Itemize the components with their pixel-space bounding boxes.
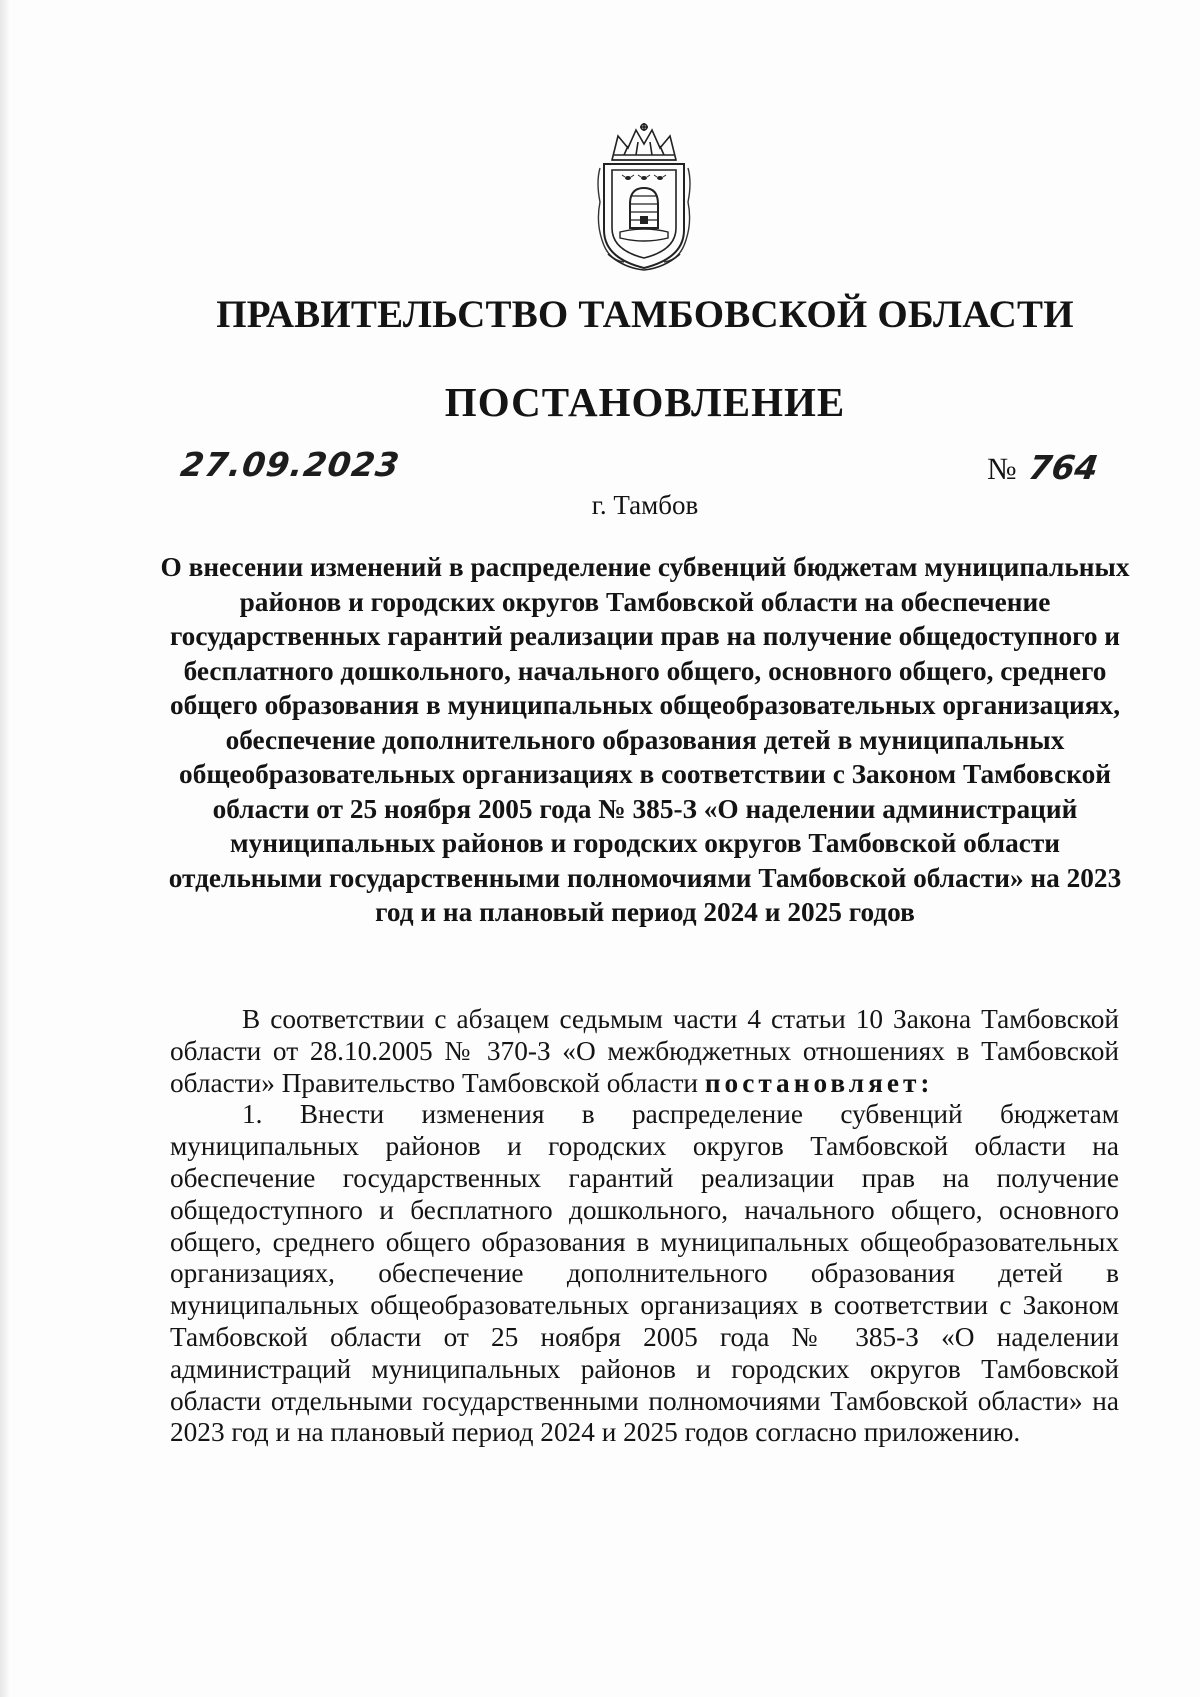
handwritten-number: 764 bbox=[1025, 448, 1101, 487]
document-number bbox=[987, 448, 1101, 487]
document-subject: О внесении изменений в распределение субвенций бюджетам муниципальных районов и городских округов Тамбовской области на обеспечение государственных гарантий реализации прав на получение общедоступного и бесплатного дошкольного, начального общего, основного общего, среднего общего образования в муниципальных общеобразовательных организациях, обеспечение дополнительного образования детей в муниципальных общеобразовательных организациях в соответствии с Законом Тамбовской области от 25 ноября 2005 года № 385-З «О наделении администраций муниципальных районов и городских округов Тамбовской области отдельными государственными полномочиями Тамбовской области» на 2023 год и на плановый период 2024 и 2025 годов bbox=[160, 552, 1130, 927]
resolves-colon: : bbox=[920, 1067, 930, 1098]
number-sign: № bbox=[987, 451, 1017, 486]
document-type: ПОСТАНОВЛЕНИЕ bbox=[444, 379, 846, 425]
item-1-paragraph: 1. Внести изменения в распределение субвенций бюджетам муниципальных районов и городских округов Тамбовской области на обеспечение государственных гарантий реализации прав на получение общедоступного и бесплатного дошкольного, начального общего, основного общего, среднего общего образования в муниципальных общеобразовательных организациях, обеспечение дополнительного образования детей в муниципальных общеобразовательных организациях в соответствии с Законом Тамбовской области от 25 ноября 2005 года № 385-З «О наделении администраций муниципальных районов и городских округов Тамбовской области отдельными государственными полномочиями Тамбовской области» на 2023 год и на плановый период 2024 и 2025 годов согласно приложению. bbox=[170, 1099, 1119, 1448]
preamble-text: В соответствии с абзацем седьмым части 4 статьи 10 Закона Тамбовской области от 28.10.2005 № 370-З «О межбюджетных отношениях в Тамбовской области» Правительство Тамбовской области bbox=[170, 1004, 1119, 1098]
tambov-coat-of-arms-icon bbox=[594, 122, 694, 272]
handwritten-date: 27.09.2023 bbox=[178, 445, 403, 484]
resolves-word: постановляет bbox=[704, 1067, 921, 1098]
city: г. Тамбов bbox=[591, 490, 699, 520]
government-name: ПРАВИТЕЛЬСТВО ТАМБОВСКОЙ ОБЛАСТИ bbox=[216, 293, 1074, 336]
scan-edge bbox=[0, 0, 10, 1697]
document-body bbox=[170, 1004, 1119, 1449]
preamble-paragraph bbox=[170, 1004, 1119, 1099]
